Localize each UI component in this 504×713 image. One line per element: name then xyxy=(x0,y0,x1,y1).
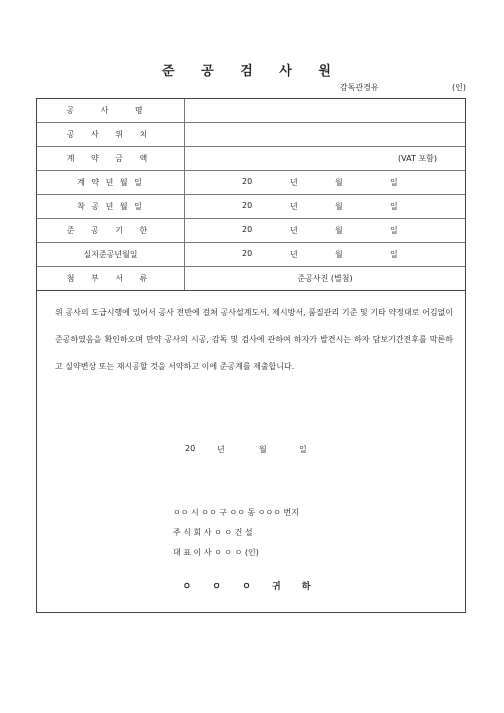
company-representative: 대 표 이 사 ㅇ ㅇ ㅇ (인) xyxy=(173,548,259,557)
supervisor-seal: (인) xyxy=(452,83,466,92)
contract-amount-field[interactable] xyxy=(185,147,466,171)
company-address: ㅇㅇ 시 ㅇㅇ 구 ㅇㅇ 동 ㅇㅇㅇ 번지 xyxy=(173,508,299,517)
project-name-field[interactable] xyxy=(185,99,466,123)
completion-deadline-field[interactable] xyxy=(185,219,466,243)
attachments-field[interactable]: 준공사진 (별첨) xyxy=(185,267,466,291)
supervisor-routing xyxy=(340,82,470,93)
project-info-table xyxy=(37,99,465,291)
year-unit: 년 xyxy=(290,178,298,187)
supervisor-label: 감독관경유 xyxy=(340,83,379,92)
date-year-prefix: 20 xyxy=(185,444,196,453)
day-unit: 일 xyxy=(390,202,398,211)
month-unit: 월 xyxy=(335,250,343,259)
table-row xyxy=(37,147,465,171)
month-unit: 월 xyxy=(335,202,343,211)
table-row xyxy=(37,123,465,147)
company-name: 주 식 회 사 ㅇ ㅇ 건 설 xyxy=(173,528,253,537)
date-month-unit: 월 xyxy=(259,445,267,454)
day-unit: 일 xyxy=(390,178,398,187)
row-label-completion-deadline: 준 공 기 한 xyxy=(37,219,185,243)
year-prefix: 20 xyxy=(242,249,253,258)
row-label-contract-amount: 계 약 금 액 xyxy=(37,147,185,171)
year-prefix: 20 xyxy=(242,177,253,186)
table-row xyxy=(37,99,465,123)
day-unit: 일 xyxy=(390,226,398,235)
table-row xyxy=(37,219,465,243)
row-label-project-location: 공 사 위 치 xyxy=(37,123,185,147)
date-year-unit: 년 xyxy=(217,445,225,454)
vat-note: (VAT 포함) xyxy=(398,154,437,163)
table-row xyxy=(37,267,465,291)
contract-date-field[interactable] xyxy=(185,171,466,195)
pledge-paragraph: 위 공사의 도급시행에 있어서 공사 전반에 걸쳐 공사설계도서, 제시방서, 품질관리 기준 및 기타 약정대로 어김없이 준공하였음을 확인하오며 만약 공사의 시공, 감독 및 검사에 관하여 하자가 발견시는 하자 담보기간전후를 막론하고 실약변상 또는 재시공할 것을 서약하고 이에 준공계를 제출합니다. xyxy=(55,308,453,371)
form-frame xyxy=(36,98,466,613)
row-label-attachments: 첨 부 서 류 xyxy=(37,267,185,291)
table-row xyxy=(37,243,465,267)
row-label-contract-date: 계 약 년 월 일 xyxy=(37,171,185,195)
day-unit: 일 xyxy=(390,250,398,259)
row-label-project-name: 공 사 명 xyxy=(37,99,185,123)
document-title: 준 공 검 사 원 xyxy=(162,64,342,79)
year-prefix: 20 xyxy=(242,225,253,234)
date-day-unit: 일 xyxy=(299,445,307,454)
table-row xyxy=(37,195,465,219)
project-location-field[interactable] xyxy=(185,123,466,147)
year-prefix: 20 xyxy=(242,201,253,210)
month-unit: 월 xyxy=(335,178,343,187)
start-date-field[interactable] xyxy=(185,195,466,219)
month-unit: 월 xyxy=(335,226,343,235)
row-label-start-date: 착 공 년 월 일 xyxy=(37,195,185,219)
year-unit: 년 xyxy=(290,226,298,235)
year-unit: 년 xyxy=(290,250,298,259)
table-row xyxy=(37,171,465,195)
year-unit: 년 xyxy=(290,202,298,211)
addressee: ㅇ ㅇ ㅇ 귀 하 xyxy=(182,582,320,592)
actual-completion-date-field[interactable] xyxy=(185,243,466,267)
row-label-actual-completion-date: 실지준공년월일 xyxy=(37,243,185,267)
